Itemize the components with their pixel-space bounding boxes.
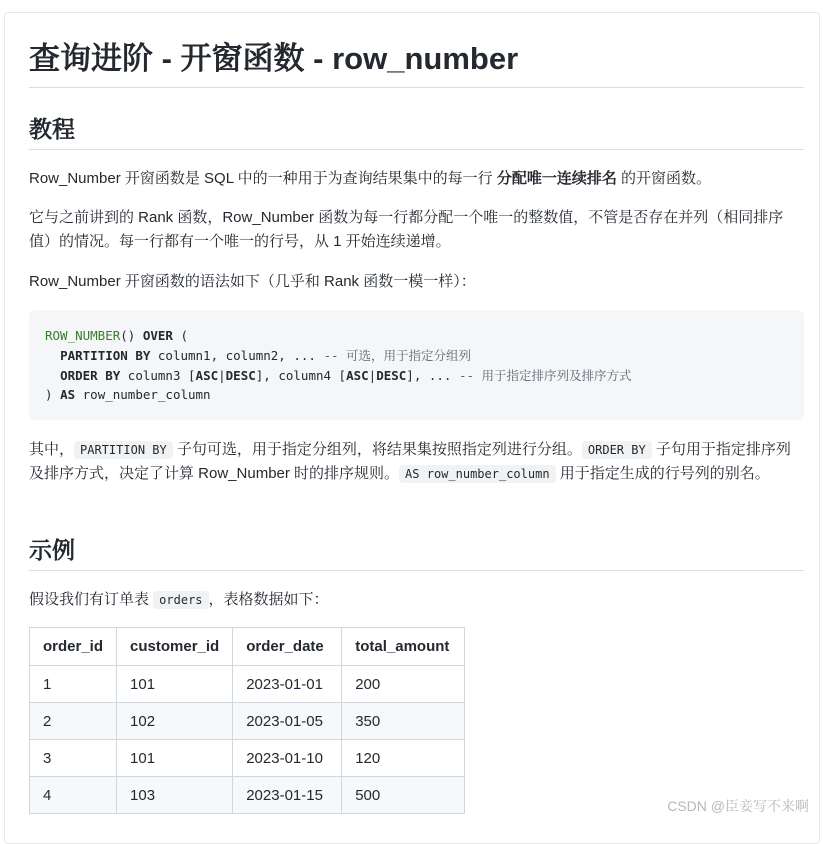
p1-bold-text: 分配唯一连续排名 — [496, 170, 617, 187]
inline-code-order-by: ORDER BY — [582, 441, 652, 459]
code-keyword: OVER — [142, 328, 173, 343]
p4-text: 用于指定生成的行号列的别名。 — [555, 465, 770, 482]
table-cell: 2023-01-01 — [233, 666, 342, 703]
table-header-cell: total_amount — [342, 628, 465, 666]
page-title: 查询进阶 - 开窗函数 - row_number — [29, 41, 519, 76]
table-cell: 120 — [342, 740, 465, 777]
code-keyword: ORDER BY — [60, 367, 121, 383]
table-cell: 350 — [342, 703, 465, 740]
table-cell: 4 — [30, 777, 117, 814]
code-function-name: ROW_NUMBER — [45, 328, 121, 343]
tutorial-heading: 教程 — [29, 116, 75, 142]
table-cell: 102 — [117, 703, 233, 740]
code-token: () — [120, 328, 143, 343]
table-cell: 500 — [342, 777, 465, 814]
code-comment: -- 用于指定排序列及排序方式 — [458, 367, 632, 383]
p4-text: 其中， — [29, 441, 75, 458]
code-token: ], ... — [406, 367, 459, 383]
table-row — [30, 740, 465, 777]
table-cell: 2 — [30, 703, 117, 740]
code-keyword: DESC — [376, 367, 407, 383]
code-token: | — [218, 367, 226, 383]
code-keyword: ASC — [346, 367, 369, 383]
intro-text: ，表格数据如下： — [208, 591, 329, 608]
table-cell: 2023-01-05 — [233, 703, 342, 740]
syntax-code-block — [29, 310, 804, 420]
tutorial-paragraph-2: 它与之前讲到的 Rank 函数，Row_Number 函数为每一行都分配一个唯一的整数值，不管是否存在并列（相同排序值）的情况。每一行都有一个唯一的行号，从 1 开始连续递增。 — [29, 209, 784, 250]
p1-text-after: 的开窗函数。 — [616, 170, 712, 187]
example-heading: 示例 — [29, 537, 75, 563]
table-header-cell: order_date — [233, 628, 342, 666]
code-keyword: AS — [60, 387, 76, 403]
table-cell: 103 — [117, 777, 233, 814]
inline-code-orders: orders — [153, 591, 208, 609]
table-cell: 2023-01-10 — [233, 740, 342, 777]
tutorial-paragraph-1 — [29, 167, 804, 191]
table-cell: 101 — [117, 666, 233, 703]
p1-text-before: Row_Number 开窗函数是 SQL 中的一种用于为查询结果集中的每一行 — [29, 170, 497, 187]
tutorial-paragraph-3: Row_Number 开窗函数的语法如下（几乎和 Rank 函数一模一样）： — [29, 273, 476, 290]
table-cell: 101 — [117, 740, 233, 777]
code-token: ], column4 [ — [255, 367, 347, 383]
orders-table — [29, 627, 465, 814]
code-token: | — [368, 367, 377, 383]
p4-text: 子句可选，用于指定分组列，将结果集按照指定列进行分组。 — [172, 441, 582, 458]
table-row — [30, 666, 465, 703]
table-row — [30, 777, 465, 814]
table-header-cell: order_id — [30, 628, 117, 666]
code-keyword: PARTITION BY — [60, 347, 151, 363]
title-divider — [29, 87, 804, 88]
tutorial-paragraph-4 — [29, 438, 804, 486]
code-token: row_number_column — [75, 387, 211, 403]
intro-text: 假设我们有订单表 — [29, 591, 154, 608]
inline-code-partition-by: PARTITION BY — [74, 441, 173, 459]
code-token: column3 [ — [120, 367, 196, 383]
code-keyword: DESC — [225, 367, 256, 383]
code-token: ) — [45, 387, 61, 403]
code-token: ( — [172, 328, 189, 343]
csdn-watermark: CSDN @臣妾写不来啊 — [667, 798, 809, 814]
code-keyword: ASC — [195, 367, 219, 383]
table-header-row — [30, 628, 465, 666]
p4-text: 子句用于指定排序列及排序方式，决定了计算 Row_Number 时的排序规则。 — [29, 441, 791, 482]
example-divider — [29, 570, 804, 571]
inline-code-as-alias: AS row_number_column — [399, 465, 556, 483]
table-cell: 3 — [30, 740, 117, 777]
table-row — [30, 703, 465, 740]
table-header-cell: customer_id — [117, 628, 233, 666]
tutorial-divider — [29, 149, 804, 150]
example-intro — [29, 588, 804, 612]
table-cell: 2023-01-15 — [233, 777, 342, 814]
code-token: column1, column2, ... — [150, 347, 324, 363]
code-comment: -- 可选，用于指定分组列 — [323, 347, 472, 363]
table-cell: 200 — [342, 666, 465, 703]
table-cell: 1 — [30, 666, 117, 703]
